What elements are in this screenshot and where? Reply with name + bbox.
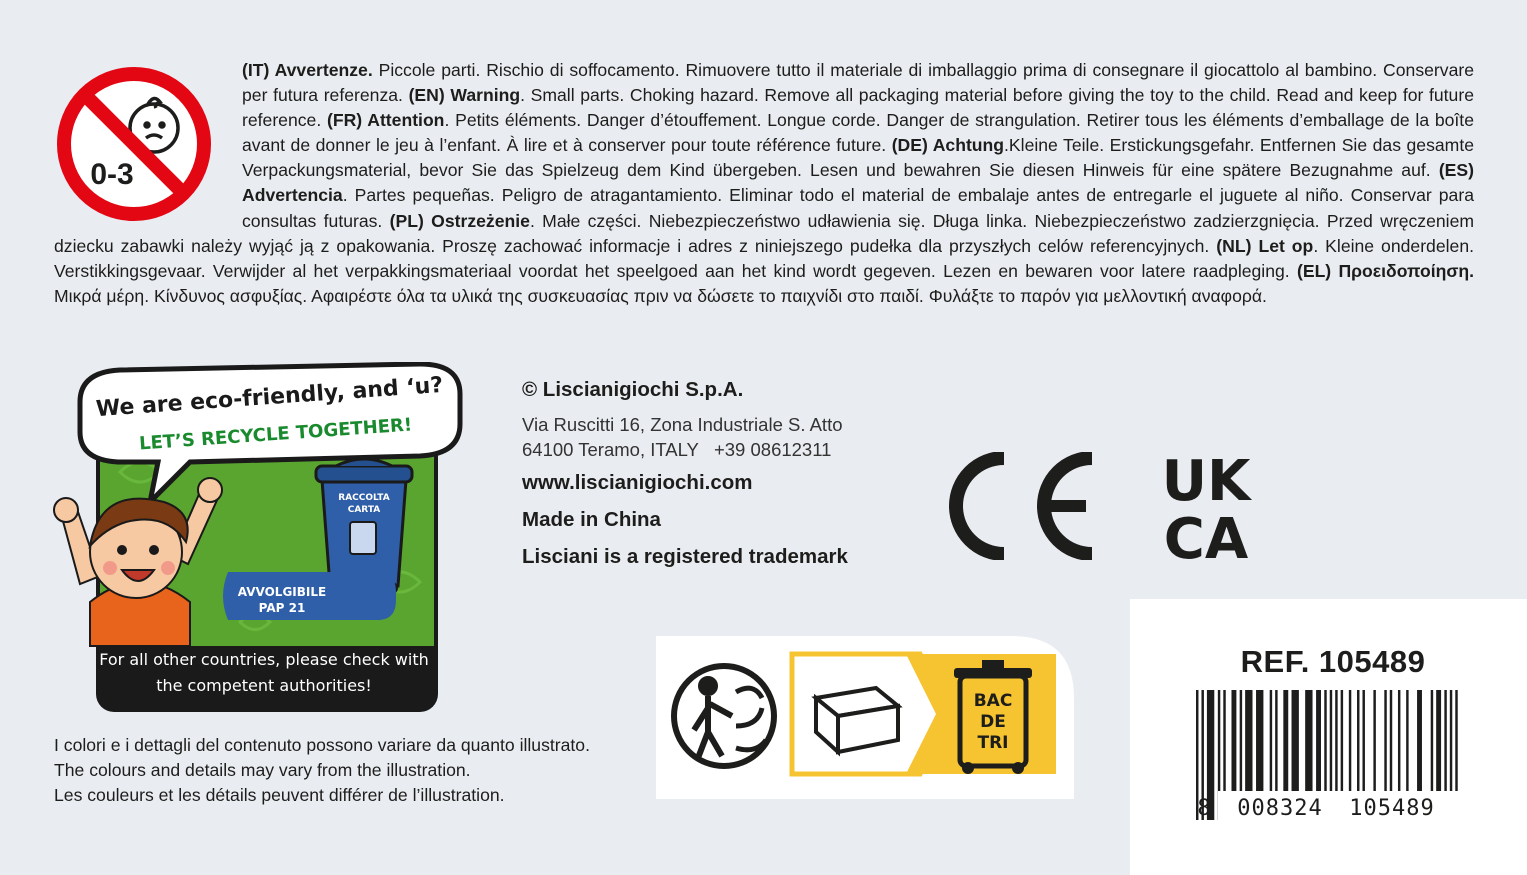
warning-pl-tag: (PL) Ostrzeżenie: [389, 210, 530, 231]
eco-friendly-panel: [40, 362, 480, 714]
warning-es-tag: (ES) Advertencia: [242, 160, 1474, 206]
warning-de-tag: (DE) Achtung: [891, 135, 1005, 156]
company-info: [522, 378, 942, 582]
warning-es-text: . Partes pequeñas. Peligro de atragantamiento. Eliminar todo el material de embalaje antes de entregarle el juguete al niño. Conservar para consultas futuras.: [242, 185, 1474, 231]
warning-pl-text: . Małe części. Niebezpieczeństwo udławienia się. Długa linka. Niebezpieczeństwo zadzierzgnięcia. Przed wręczeniem dziecku zabawki należy wyjąć ją z opakowania. Proszę zachować informacje i adres z niniejszego pudełka dla przyszłych celów referencyjnych.: [54, 210, 1475, 256]
warning-en-tag: (EN) Warning: [408, 85, 521, 106]
triman-recycling-info: [656, 636, 1074, 799]
warning-it-text: Piccole parti. Rischio di soffocamento. Rimuovere tutto il materiale di imballaggio prima di consegnare il giocattolo al bambino. Conservare per futura referenza.: [242, 60, 1474, 106]
eco-subheadline: LET’S RECYCLE TOGETHER!: [138, 414, 413, 455]
disclaimer-en: The colours and details may vary from the illustration.: [54, 760, 471, 780]
copyright: © Liscianigiochi S.p.A.: [522, 378, 744, 401]
trademark: Lisciani is a registered trademark: [522, 545, 848, 568]
address-line-1: Via Ruscitti 16, Zona Industriale S. Atto: [522, 414, 843, 435]
ean-group-1: 008324: [1237, 796, 1323, 821]
ean-number: [1196, 791, 1458, 821]
bin-text-1: BAC: [973, 691, 1013, 711]
disclaimer-fr: Les couleurs et les détails peuvent différer de l’illustration.: [54, 785, 505, 805]
warning-de-text: .Kleine Teile. Erstickungsgefahr. Entfernen Sie das gesamte Verpackungsmaterial, bevor Sie das Spielzeug dem Kind übergeben. Lesen und bewahren Sie diesen Hinweis für eine spätere Bezugnahme auf.: [242, 135, 1474, 181]
bin-text-3: TRI: [977, 733, 1009, 753]
disclaimer: [54, 733, 654, 808]
website-link[interactable]: www.liscianigiochi.com: [522, 471, 753, 494]
address-line-2: 64100 Teramo, ITALY +39 08612311: [522, 439, 832, 460]
ukca-line-2: CA: [1163, 507, 1249, 560]
made-in: Made in China: [522, 508, 661, 531]
warning-nl-tag: (NL) Let op: [1216, 235, 1314, 256]
warning-fr-tag: (FR) Attention: [326, 110, 445, 131]
bin-label-2: CARTA: [347, 505, 381, 515]
ean-first-digit: 8: [1197, 796, 1211, 821]
tag-line-2: PAP 21: [258, 601, 306, 615]
eco-footer-line-2: the competent authorities!: [156, 676, 372, 695]
box-icon: [816, 688, 898, 752]
product-ref: REF. 105489: [1240, 644, 1426, 679]
age-label: 0-3: [90, 158, 134, 191]
ce-mark-icon: [946, 452, 1098, 560]
warning-paragraph: [54, 58, 1474, 309]
ukca-mark-icon: [1150, 452, 1262, 560]
bin-text-2: DE: [980, 712, 1006, 732]
warning-it-tag: (IT) Avvertenze.: [242, 60, 373, 80]
warning-el-tag: (EL) Προειδοποίηση.: [1296, 260, 1475, 281]
warning-el-text: Μικρά μέρη. Κίνδυνος ασφυξίας. Αφαιρέστε όλα τα υλικά της συσκευασίας πριν να δώσετε το παιχνίδι στο παιδί. Φυλάξτε το παρόν για μελλοντική αναφορά.: [54, 285, 1267, 306]
eco-footer-line-1: For all other countries, please check with: [99, 650, 429, 669]
bin-label-1: RACCOLTA: [338, 493, 390, 503]
ean-group-2: 105489: [1349, 796, 1435, 821]
tag-line-1: AVVOLGIBILE: [237, 585, 327, 599]
warning-fr-text: . Petits éléments. Danger d’étouffement. Longue corde. Danger de strangulation. Retirer tous les éléments d’emballage de la boîte avant de donner le jeu à l’enfant. À lire et à conserver pour toute référence future.: [242, 110, 1474, 156]
eco-headline: We are eco-friendly, and ‘u?: [95, 372, 444, 423]
warning-nl-text: . Kleine onderdelen. Verstikkingsgevaar. Verwijder al het verpakkingsmateriaal voordat het speelgoed aan het kind wordt gegeven. Lezen en bewaren voor latere raadpleging.: [54, 235, 1474, 281]
disclaimer-it: I colori e i dettagli del contenuto possono variare da quanto illustrato.: [54, 735, 590, 755]
warning-en-text: . Small parts. Choking hazard. Remove all packaging material before giving the toy to the child. Read and keep for future reference.: [242, 85, 1474, 131]
ukca-line-1: UK: [1161, 452, 1251, 514]
